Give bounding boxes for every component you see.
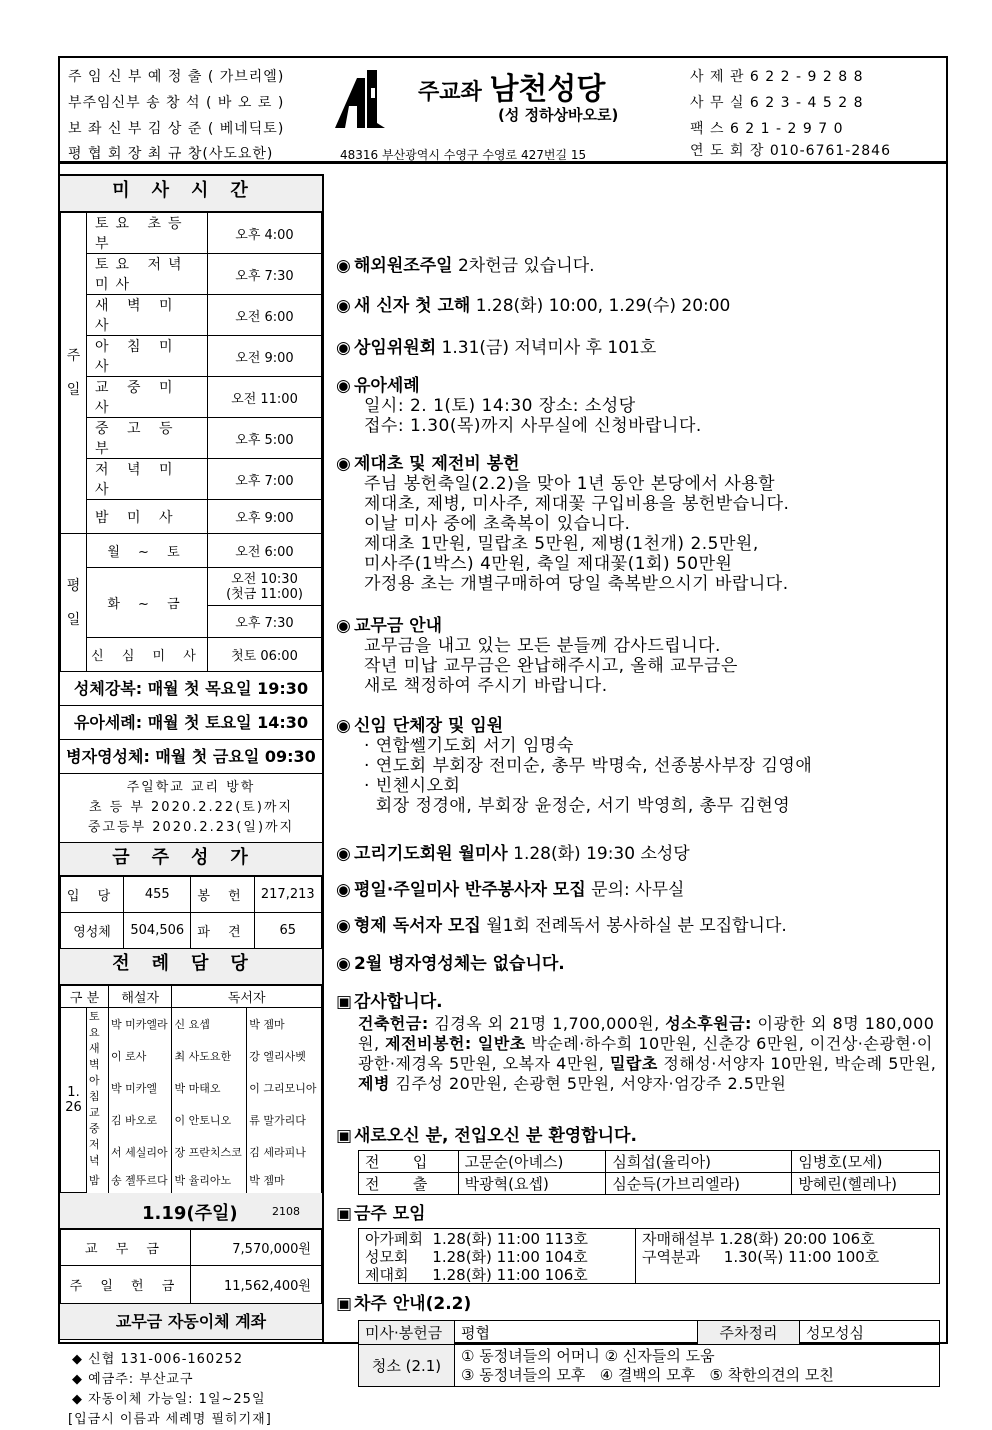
radio-bullet-icon: ◉ (336, 616, 351, 636)
cell: 7,570,000원 (191, 1230, 322, 1266)
clergy-line: 부주임신부 송 창 석 ( 바 오 로 ) (68, 95, 285, 111)
item-title: 유아세례 (354, 376, 420, 396)
mass-title: 미사시간 (60, 176, 322, 212)
clergy-line: 주 임 신 부 예 정 출 ( 가브리엘) (68, 69, 285, 85)
section-title: 새로오신 분, 전입오신 분 환영합니다. (354, 1126, 637, 1146)
cell: 65 (254, 913, 321, 949)
welcome-cell: 심순득(가브리엘라) (606, 1173, 792, 1195)
account-info (60, 1340, 322, 1430)
contact-line: 팩 스 6 2 1 - 2 9 7 0 (690, 121, 844, 137)
liturgy-cell: 신 요셉 (172, 1008, 247, 1041)
meeting-line: 자매해설부 1.28(화) 20:00 106호 (642, 1230, 875, 1248)
cell: 504,506 (124, 913, 191, 949)
welcome-cell: 전 출 (359, 1173, 459, 1195)
bulletin (58, 56, 948, 1427)
item-title: 2월 병자영성체는 없습니다. (354, 954, 565, 974)
clergy-line: 평 협 회 장 최 규 창(사도요한) (68, 146, 274, 162)
liturgy-cell: 토요 (87, 1008, 109, 1041)
liturgy-cell: 강 엘리사벳 (247, 1040, 322, 1072)
sunday-label: 주일 (61, 213, 87, 534)
hymn-title: 금주성가 (60, 843, 322, 876)
item-title: 새 신자 첫 고해 (354, 296, 471, 316)
cleaning-line: ③ 동정녀들의 모후 ④ 결백의 모후 ⑤ 착한의견의 모친 (461, 1365, 834, 1384)
welcome-section (336, 1126, 637, 1146)
mass-offering-label: 미사·봉헌금 (359, 1321, 455, 1345)
item-title: 해외원조주일 (354, 256, 453, 276)
item-line: 가정용 초는 개별구매하여 당일 축복받으시기 바랍니다. (364, 574, 789, 594)
liturgy-cell: 박 마태오 (172, 1072, 247, 1104)
item-text: 문의: 사무실 (585, 880, 685, 900)
mass-time: 오전 6:00 (208, 295, 322, 336)
radio-bullet-icon: ◉ (336, 376, 351, 396)
liturgy-cell: 이 로사 (109, 1040, 172, 1072)
mass-name: 저 녁 미 사 (87, 459, 208, 500)
cell: 11,562,400원 (191, 1266, 322, 1304)
mass-name: 화 ~ 금 (87, 568, 208, 638)
item-title: 상임위원회 (354, 338, 437, 358)
clergy-line: 보 좌 신 부 김 상 준 ( 베네딕토) (68, 121, 285, 137)
item-line: 제대초 1만원, 밀랍초 5만원, 제병(1천개) 2.5만원, (364, 534, 759, 554)
item-text: 월1회 전례독서 봉사하실 분 모집합니다. (480, 916, 787, 936)
meetings-box (358, 1228, 940, 1284)
item-title: 형제 독서자 모집 (354, 916, 481, 936)
left-column (60, 174, 324, 1427)
liturgy-table (60, 985, 322, 1193)
radio-bullet-icon: ◉ (336, 256, 351, 276)
item-title: 제대초 및 제전비 봉헌 (354, 454, 520, 474)
meeting-line: 아가페회 1.28(화) 11:00 113호 (365, 1230, 588, 1248)
item-line: · 연합쎌기도회 서기 임명숙 (364, 736, 574, 756)
parking-value: 성모성심 (800, 1321, 940, 1345)
school-title: 주일학교 교리 방학 (126, 780, 256, 795)
item-line: · 빈첸시오회 (364, 776, 461, 796)
item-text: 1.28(화) 10:00, 1.29(수) 20:00 (470, 296, 731, 316)
notice-item (336, 954, 565, 974)
mass-name: 월 ~ 토 (87, 534, 208, 568)
thanks-part: 정해성·서양자 10만원, 박순례 5만원, (657, 1054, 937, 1073)
item-line: 새로 책정하여 주시기 바랍니다. (364, 676, 608, 696)
liturgy-cell: 아침 (87, 1072, 109, 1104)
notice-item (336, 256, 595, 276)
thanks-text (358, 1014, 938, 1094)
cell: 파 견 (191, 913, 254, 949)
radio-bullet-icon: ◉ (336, 954, 351, 974)
item-line: 일시: 2. 1(토) 14:30 장소: 소성당 (364, 396, 636, 416)
liturgy-cell: 박 미카엘라 (109, 1008, 172, 1041)
right-column (324, 164, 946, 1384)
offering-table (60, 1229, 322, 1304)
mass-name: 밤 미 사 (87, 500, 208, 534)
church-title: 주교좌 남천성당 (418, 72, 606, 107)
liturgy-cell: 최 사도요한 (172, 1040, 247, 1072)
welcome-cell: 방혜린(헬레나) (792, 1173, 940, 1195)
mass-time: 오후 7:00 (208, 459, 322, 500)
account-line: ◆ 신협 131-006-160252 (72, 1352, 244, 1367)
mass-name: 교 중 미 사 (87, 377, 208, 418)
welcome-cell: 임병호(모세) (792, 1151, 940, 1173)
thanks-part: 김경옥 외 21명 1,700,000원, (428, 1014, 666, 1033)
hymn-table (60, 876, 322, 949)
welcome-table (358, 1150, 940, 1195)
liturgy-cell: 박 젬마 (247, 1168, 322, 1193)
section-title: 차주 안내(2.2) (354, 1294, 472, 1314)
mass-time: 오전 11:00 (208, 377, 322, 418)
account-line: ◆ 예금주: 부산교구 (72, 1372, 194, 1387)
thanks-part: 성소후원금: (665, 1014, 752, 1033)
item-line: 이날 미사 중에 초축복이 있습니다. (364, 514, 631, 534)
welcome-cell: 박광혁(요셉) (458, 1173, 606, 1195)
thanks-part: 밀랍초 (609, 1054, 658, 1073)
square-bullet-icon: ▣ (336, 1126, 353, 1146)
section-title: 감사합니다. (354, 992, 443, 1012)
radio-bullet-icon: ◉ (336, 454, 351, 474)
notice-item (336, 716, 812, 816)
liturgy-cell: 박 젬마 (247, 1008, 322, 1041)
mass-time: 오전 10:30 (첫금 11:00) (208, 568, 322, 606)
liturgy-cell: 박 율리아노 (172, 1168, 247, 1193)
notice-item (336, 376, 702, 436)
offering-header (60, 1193, 322, 1229)
notice-item (336, 844, 690, 864)
liturgy-cell: 이 안토니오 (172, 1104, 247, 1136)
mass-name: 토요 저녁미사 (87, 254, 208, 295)
item-line: · 연도회 부회장 전미순, 총무 박명숙, 선종봉사부장 김영애 (364, 756, 813, 776)
mass-offering-value: 평협 (455, 1321, 698, 1345)
parking-label: 주차정리 (698, 1321, 800, 1345)
square-bullet-icon: ▣ (336, 1294, 353, 1314)
liturgy-cell: 교중 (87, 1104, 109, 1136)
cell: 영성체 (61, 913, 124, 949)
notice: 유아세례: 매월 첫 토요일 14:30 (60, 706, 322, 740)
col-head: 해설자 (109, 986, 172, 1008)
cleaning-label: 청소 (2.1) (359, 1345, 455, 1387)
offering-date: 1.19(주일) (142, 1203, 238, 1224)
item-line: 미사주(1박스) 4만원, 축일 제대꽃(1회) 50만원 (364, 554, 733, 574)
account-title: 교무금 자동이체 계좌 (60, 1304, 322, 1340)
liturgy-cell: 류 말가리다 (247, 1104, 322, 1136)
item-line: 회장 정경애, 부회장 윤정순, 서기 박영희, 총무 김현영 (364, 796, 791, 816)
mass-time: 오전 6:00 (208, 534, 322, 568)
liturgy-cell: 이 그리모니아 (247, 1072, 322, 1104)
radio-bullet-icon: ◉ (336, 716, 351, 736)
offering-count: 2108 (272, 1205, 300, 1218)
item-title: 교무금 안내 (354, 616, 443, 636)
next-week-table (358, 1320, 940, 1387)
col-head: 독서자 (172, 986, 322, 1008)
liturgy-cell: 밤 (87, 1168, 109, 1193)
mass-table (60, 212, 322, 672)
item-line: 접수: 1.30(목)까지 사무실에 신청바랍니다. (364, 416, 702, 436)
notice: 성체강복: 매월 첫 목요일 19:30 (60, 672, 322, 706)
account-line: ◆ 자동이체 가능일: 1일~25일 (72, 1392, 266, 1407)
contact-line: 연 도 회 장 010-6761-2846 (690, 143, 891, 159)
item-line: 작년 미납 교무금은 완납해주시고, 올해 교무금은 (364, 656, 738, 676)
thanks-part: 박순례·하수희 10만원, 신춘강 6만원, 이건상·손광현·이광한·제경옥 5만원, 오복자 4만원, (358, 1034, 933, 1073)
meeting-line: 제대회 1.28(화) 11:00 106호 (365, 1266, 588, 1284)
contact-line: 사 무 실 6 2 3 - 4 5 2 8 (690, 95, 864, 111)
liturgy-cell: 저녁 (87, 1136, 109, 1168)
mass-name: 새 벽 미 사 (87, 295, 208, 336)
meetings-section (336, 1204, 426, 1224)
mass-name: 신 심 미 사 (87, 638, 208, 672)
welcome-cell: 전 입 (359, 1151, 459, 1173)
thanks-section (336, 992, 443, 1012)
liturgy-cell: 장 프란치스코 (172, 1136, 247, 1168)
liturgy-cell: 서 세실리아 (109, 1136, 172, 1168)
radio-bullet-icon: ◉ (336, 338, 351, 358)
item-line: 제대초, 제병, 미사주, 제대꽃 구입비용을 봉헌받습니다. (364, 494, 790, 514)
notice-item (336, 296, 730, 316)
liturgy-title: 전례담당 (60, 949, 322, 985)
mass-time: 오전 9:00 (208, 336, 322, 377)
item-text: 1.28(화) 19:30 소성당 (507, 844, 690, 864)
meeting-line: 성모회 1.28(화) 11:00 104호 (365, 1248, 588, 1266)
thanks-part: 이광한 외 8명 180,000원, (358, 1014, 935, 1053)
mass-time: 첫토 06:00 (208, 638, 322, 672)
cell: 봉 헌 (191, 877, 254, 913)
mass-time: 오후 9:00 (208, 500, 322, 534)
liturgy-cell: 김 세라피나 (247, 1136, 322, 1168)
item-title: 평일·주일미사 반주봉사자 모집 (354, 880, 586, 900)
liturgy-cell: 박 미카엘 (109, 1072, 172, 1104)
notice-item (336, 338, 656, 358)
square-bullet-icon: ▣ (336, 992, 353, 1012)
meeting-line: 구역분과 1.30(목) 11:00 100호 (642, 1248, 880, 1266)
item-title: 신임 단체장 및 임원 (354, 716, 504, 736)
welcome-cell: 고문순(아녜스) (458, 1151, 606, 1173)
mass-name: 중 고 등 부 (87, 418, 208, 459)
mass-time: 오후 5:00 (208, 418, 322, 459)
school-line: 중고등부 2020.2.23(일)까지 (87, 820, 295, 835)
radio-bullet-icon: ◉ (336, 844, 351, 864)
weekday-label: 평일 (61, 534, 87, 672)
notice: 병자영성체: 매월 첫 금요일 09:30 (60, 740, 322, 774)
notice-item (336, 916, 787, 936)
mass-time: 오후 7:30 (208, 606, 322, 638)
address: 48316 부산광역시 수영구 수영로 427번길 15 (340, 148, 587, 162)
notice-item (336, 454, 789, 594)
cell: 455 (124, 877, 191, 913)
cleaning-line: ① 동정녀들의 어머니 ② 신자들의 도움 (461, 1346, 715, 1365)
cell: 교 무 금 (61, 1230, 191, 1266)
liturgy-cell: 새벽 (87, 1040, 109, 1072)
item-text: 1.31(금) 저녁미사 후 101호 (436, 338, 657, 358)
radio-bullet-icon: ◉ (336, 880, 351, 900)
liturgy-date: 1. 26 (61, 1008, 87, 1193)
mass-name: 아 침 미 사 (87, 336, 208, 377)
section-title: 금주 모임 (354, 1204, 426, 1224)
mass-name: 토요 초등부 (87, 213, 208, 254)
contact-line: 사 제 관 6 2 2 - 9 2 8 8 (690, 69, 864, 85)
square-bullet-icon: ▣ (336, 1204, 353, 1224)
church-logo-icon (335, 68, 395, 128)
cell: 217,213 (254, 877, 321, 913)
welcome-cell: 심희섭(율리아) (606, 1151, 792, 1173)
mass-time: 오후 4:00 (208, 213, 322, 254)
header (60, 58, 946, 164)
item-line: 교무금을 내고 있는 모든 분들께 감사드립니다. (364, 636, 721, 656)
thanks-part: 제전비봉헌: 일반초 (385, 1034, 526, 1053)
liturgy-cell: 김 바오로 (109, 1104, 172, 1136)
next-week-section (336, 1294, 471, 1314)
school-line: 초 등 부 2020.2.22(토)까지 (88, 800, 294, 815)
radio-bullet-icon: ◉ (336, 296, 351, 316)
notice-item (336, 880, 684, 900)
cell: 주 일 헌 금 (61, 1266, 191, 1304)
thanks-part: 제병 (358, 1074, 390, 1093)
item-line: 주님 봉헌축일(2.2)을 맞아 1년 동안 본당에서 사용할 (364, 474, 776, 494)
item-title: 고리기도회원 월미사 (354, 844, 508, 864)
school-break (60, 774, 322, 843)
radio-bullet-icon: ◉ (336, 916, 351, 936)
notice-item (336, 616, 738, 696)
thanks-part: 건축헌금: (358, 1014, 429, 1033)
thanks-part: 김주성 20만원, 손광현 5만원, 서양자·엄강주 2.5만원 (389, 1074, 787, 1093)
col-head: 구 분 (61, 986, 109, 1008)
liturgy-cell: 송 젤뚜르다 (109, 1168, 172, 1193)
mass-time: 오후 7:30 (208, 254, 322, 295)
item-text: 2차헌금 있습니다. (452, 256, 595, 276)
account-line: [입금시 이름과 세례명 필히기재] (68, 1412, 272, 1427)
church-subtitle: (성 정하상바오로) (498, 106, 619, 124)
cell: 입 당 (61, 877, 124, 913)
